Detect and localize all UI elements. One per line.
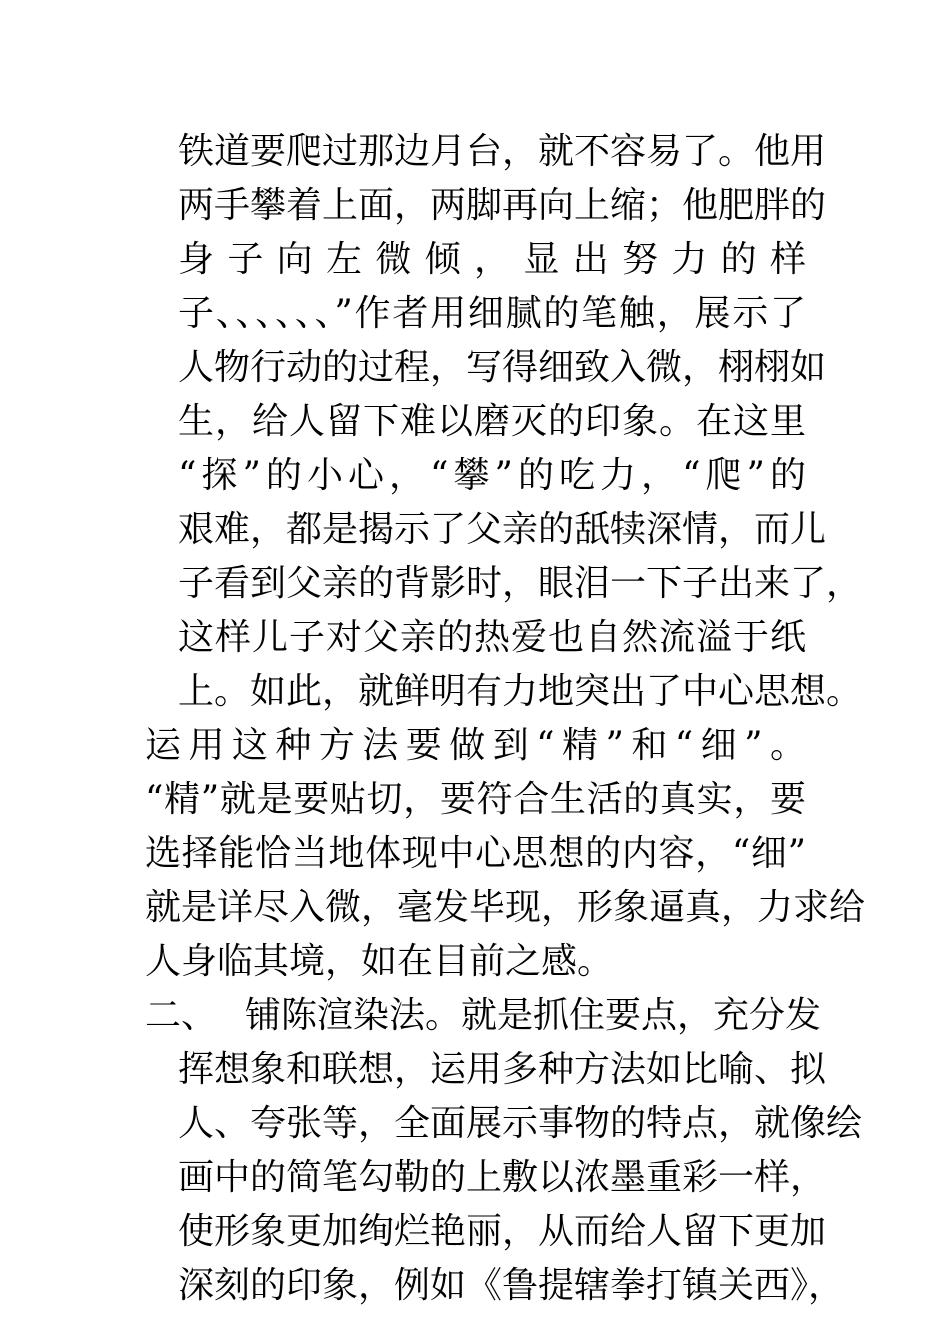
list-item-number: 二、 bbox=[145, 995, 218, 1036]
text-line: 画中的简笔勾勒的上敷以浓墨重彩一样， bbox=[178, 1157, 827, 1198]
text-line: 艰难，都是揭示了父亲的舐犊深情，而儿 bbox=[178, 509, 827, 550]
text-line: 就是详尽入微，毫发毕现，形象逼真，力求给 bbox=[145, 887, 866, 928]
text-line: 使形象更加绚烂艳丽，从而给人留下更加 bbox=[178, 1211, 827, 1252]
text-line: 运用这种方法要做到“精”和“细”。 bbox=[145, 725, 806, 766]
text-line: “探”的小心，“攀”的吃力，“爬”的 bbox=[178, 455, 806, 496]
text-line: 上。如此，就鲜明有力地突出了中心思想。 bbox=[178, 671, 863, 712]
text-line: 身子向左微倾，显出努力的样 bbox=[178, 239, 806, 280]
text-line: 铺陈渲染法。就是抓住要点，充分发 bbox=[245, 995, 822, 1036]
text-line: 挥想象和联想，运用多种方法如比喻、拟 bbox=[178, 1049, 827, 1090]
text-line: 深刻的印象，例如《鲁提辖拳打镇关西》， bbox=[178, 1265, 845, 1306]
text-line: 选择能恰当地体现中心思想的内容，“细” bbox=[145, 833, 806, 874]
text-line: 人物行动的过程，写得细致入微，栩栩如 bbox=[178, 347, 827, 388]
text-line: 两手攀着上面，两脚再向上缩；他肥胖的 bbox=[178, 185, 827, 226]
text-line: 铁道要爬过那边月台，就不容易了。他用 bbox=[178, 131, 827, 172]
text-line: 人身临其境，如在目前之感。 bbox=[145, 941, 614, 982]
text-line: 子看到父亲的背影时，眼泪一下子出来了， bbox=[178, 563, 863, 604]
text-line: “精”就是要贴切，要符合生活的真实，要 bbox=[145, 779, 806, 820]
text-line: 人、夸张等，全面展示事物的特点，就像绘 bbox=[178, 1103, 863, 1144]
text-line: 生，给人留下难以磨灭的印象。在这里 bbox=[178, 401, 806, 442]
text-line: 这样儿子对父亲的热爱也自然流溢于纸 bbox=[178, 617, 806, 658]
text-line: 子、、、、、、”作者用细腻的笔触，展示了 bbox=[178, 293, 806, 334]
